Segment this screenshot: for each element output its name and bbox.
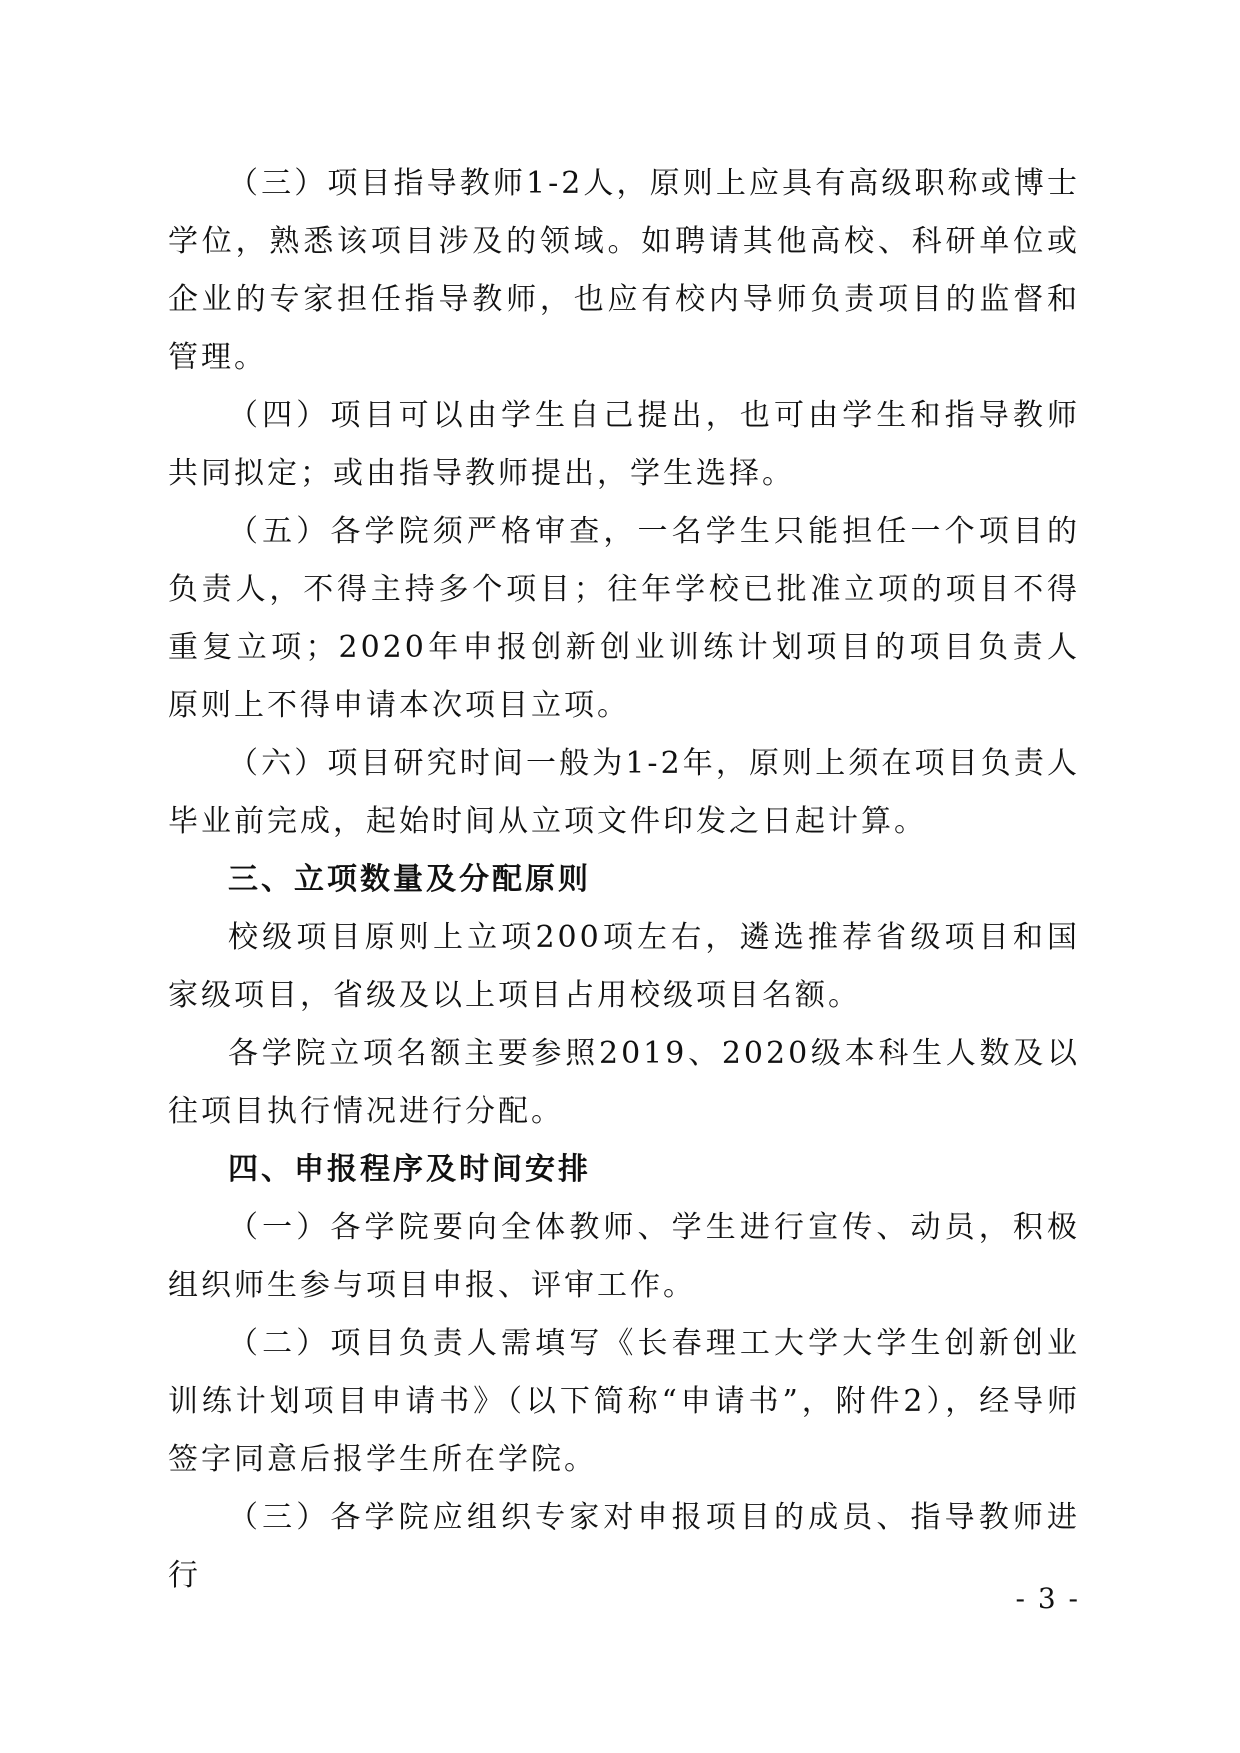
paragraph-publicity: （一）各学院要向全体教师、学生进行宣传、动员，积极组织师生参与项目申报、评审工作。 xyxy=(168,1210,1080,1303)
paragraph-college-review: （五）各学院须严格审查，一名学生只能担任一个项目的负责人，不得主持多个项目；往年学校已批准立项的项目不得重复立项；2020年申报创新创业训练计划项目的项目负责人原则上不得申请本次项目立项。 xyxy=(168,514,1080,723)
section-heading-quota: 三、立项数量及分配原则 xyxy=(228,862,591,897)
paragraph-school-level-quota: 校级项目原则上立项200项左右，遴选推荐省级项目和国家级项目，省级及以上项目占用校级项目名额。 xyxy=(168,920,1080,1013)
paragraph-project-proposal: （四）项目可以由学生自己提出，也可由学生和指导教师共同拟定；或由指导教师提出，学生选择。 xyxy=(168,398,1080,491)
paragraph-research-duration: （六）项目研究时间一般为1-2年，原则上须在项目负责人毕业前完成，起始时间从立项文件印发之日起计算。 xyxy=(168,746,1080,839)
section-heading-procedure: 四、申报程序及时间安排 xyxy=(228,1152,591,1187)
page-number: - 3 - xyxy=(1015,1582,1080,1615)
paragraph-expert-review: （三）各学院应组织专家对申报项目的成员、指导教师进行 xyxy=(168,1500,1080,1593)
paragraph-advisor-requirements: （三）项目指导教师1-2人，原则上应具有高级职称或博士学位，熟悉该项目涉及的领域。如聘请其他高校、科研单位或企业的专家担任指导教师，也应有校内导师负责项目的监督和管理。 xyxy=(168,166,1080,375)
paragraph-application-form: （二）项目负责人需填写《长春理工大学大学生创新创业训练计划项目申请书》（以下简称“申请书”，附件2），经导师签字同意后报学生所在学院。 xyxy=(168,1326,1080,1477)
document-body xyxy=(168,155,1080,1605)
paragraph-college-allocation: 各学院立项名额主要参照2019、2020级本科生人数及以往项目执行情况进行分配。 xyxy=(168,1036,1080,1129)
